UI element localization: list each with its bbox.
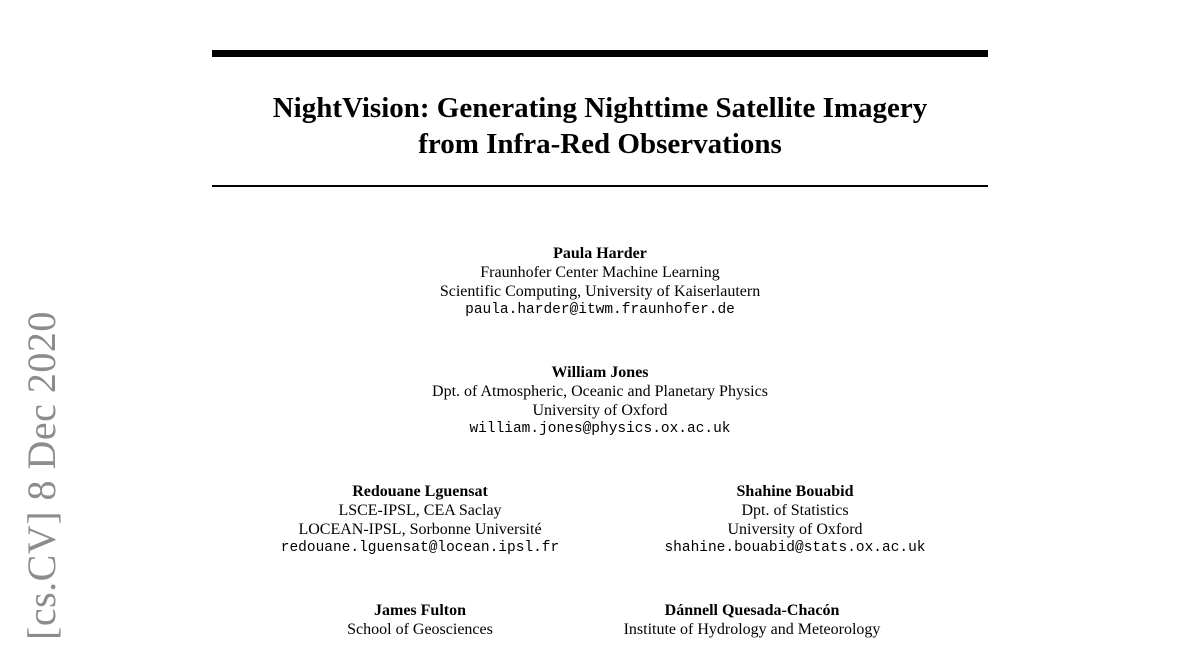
title-bottom-rule: [212, 185, 988, 187]
author-email: paula.harder@itwm.fraunhofer.de: [465, 302, 735, 318]
author-affiliation: University of Oxford: [727, 521, 863, 538]
author-name: William Jones: [551, 364, 649, 381]
author-email: redouane.lguensat@locean.ipsl.fr: [280, 540, 560, 556]
author-block-redouane-lguensat: [220, 482, 620, 558]
author-email: shahine.bouabid@stats.ox.ac.uk: [664, 540, 926, 556]
author-name: James Fulton: [374, 602, 466, 619]
title-top-rule: [212, 50, 988, 57]
author-affiliation: School of Geosciences: [347, 621, 493, 638]
author-block-dannell-quesada-chacon: [552, 601, 952, 639]
paper-title-line-1: NightVision: Generating Nighttime Satellite Imagery: [272, 92, 928, 124]
author-affiliation: LSCE-IPSL, CEA Saclay: [338, 502, 502, 519]
author-affiliation: Institute of Hydrology and Meteorology: [623, 621, 881, 638]
author-block-shahine-bouabid: [590, 482, 1000, 558]
author-name: Redouane Lguensat: [352, 483, 488, 500]
paper-title: [150, 90, 1050, 162]
author-affiliation: Dpt. of Atmospheric, Oceanic and Planetary Physics: [432, 383, 768, 400]
author-affiliation: Fraunhofer Center Machine Learning: [480, 264, 720, 281]
author-block-william-jones: [300, 363, 900, 439]
author-email: william.jones@physics.ox.ac.uk: [469, 421, 731, 437]
arxiv-stamp: [cs.CV] 8 Dec 2020: [19, 311, 64, 640]
author-name: Shahine Bouabid: [736, 483, 854, 500]
author-block-paula-harder: [300, 244, 900, 320]
paper-title-line-2: from Infra-Red Observations: [418, 128, 782, 160]
author-name: Dánnell Quesada-Chacón: [664, 602, 840, 619]
author-affiliation: University of Oxford: [532, 402, 668, 419]
author-affiliation: Scientific Computing, University of Kaiserlautern: [439, 283, 761, 300]
author-name: Paula Harder: [553, 245, 647, 262]
author-affiliation: Dpt. of Statistics: [741, 502, 849, 519]
author-affiliation: LOCEAN-IPSL, Sorbonne Université: [298, 521, 542, 538]
